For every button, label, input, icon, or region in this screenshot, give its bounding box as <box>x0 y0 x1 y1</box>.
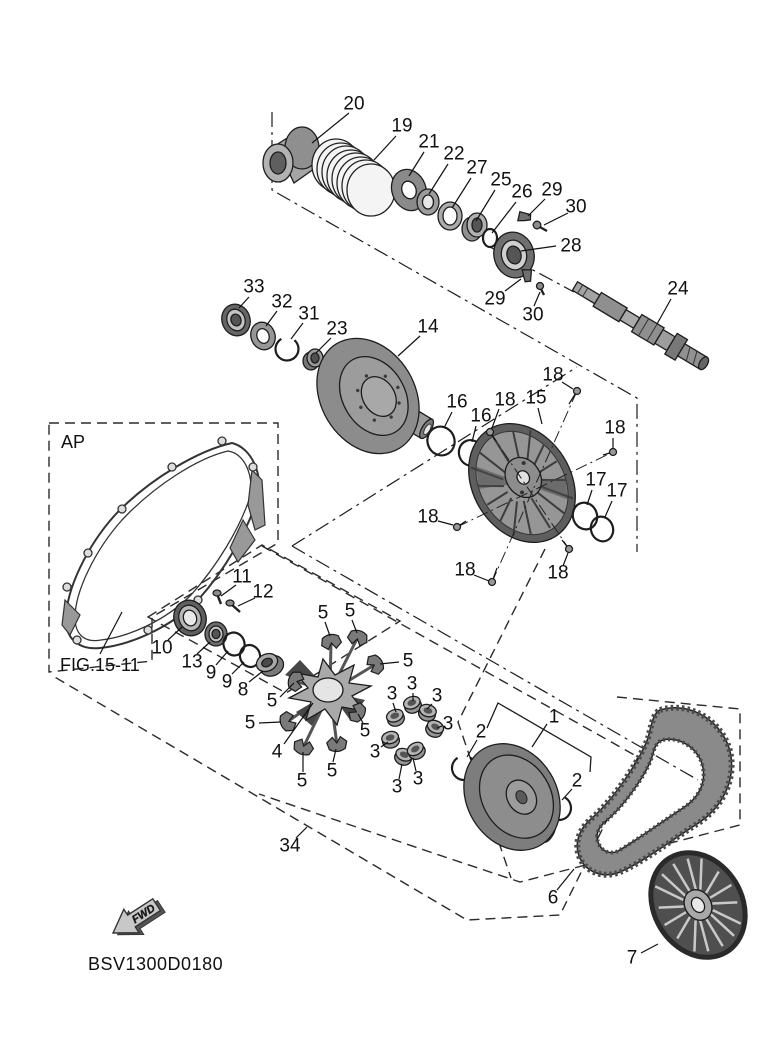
fwd-arrow <box>105 891 169 948</box>
callout-29-leader <box>505 279 521 291</box>
v-belt-6 <box>577 708 731 875</box>
callout-18-leader <box>562 382 573 389</box>
shaft-24 <box>569 276 713 376</box>
callout-33-leader <box>239 297 249 308</box>
sliding-sheave-parts <box>217 300 616 585</box>
screw-30-upper <box>533 221 547 231</box>
callout-29: 29 <box>484 288 506 310</box>
callout-7-leader <box>641 944 658 953</box>
callout-18-leader <box>474 575 489 581</box>
callout-5-leader <box>259 722 281 723</box>
callout-18: 18 <box>547 562 569 584</box>
callout-32: 32 <box>271 291 293 313</box>
callout-27: 27 <box>466 157 488 179</box>
callout-layer <box>151 94 689 969</box>
callout-3: 3 <box>406 673 418 695</box>
callout-9-leader <box>216 651 228 665</box>
callout-3: 3 <box>386 683 398 705</box>
callout-9: 9 <box>221 671 233 693</box>
callout-6-leader <box>557 869 574 890</box>
primary-sliding-sheave-14 <box>296 320 439 473</box>
clutch-group <box>442 703 764 975</box>
callout-19: 19 <box>391 115 413 137</box>
bolt-12 <box>226 600 240 612</box>
callout-5: 5 <box>344 600 356 622</box>
callout-2: 2 <box>571 770 583 792</box>
callout-28: 28 <box>560 235 582 257</box>
callout-26-leader <box>492 202 516 233</box>
callout-16: 16 <box>446 391 468 413</box>
callout-5: 5 <box>296 770 308 792</box>
callout-23: 23 <box>326 318 348 340</box>
ap-label: AP <box>61 432 86 452</box>
callout-17-leader <box>605 501 612 517</box>
callout-31: 31 <box>298 303 320 325</box>
callout-33: 33 <box>243 276 265 298</box>
callout-17-leader <box>587 490 592 505</box>
callout-6: 6 <box>547 887 559 909</box>
callout-1: 1 <box>548 706 560 728</box>
callout-12: 12 <box>252 581 274 603</box>
callout-15: 15 <box>525 387 547 409</box>
seal-32 <box>247 319 279 354</box>
callout-30-leader <box>544 213 568 225</box>
spider-bore <box>313 678 343 702</box>
callout-5-leader <box>325 622 330 636</box>
callout-3: 3 <box>369 741 381 763</box>
callout-31-leader <box>291 323 303 339</box>
callout-5: 5 <box>244 712 256 734</box>
callout-22-leader <box>429 164 448 194</box>
race-27 <box>438 202 462 230</box>
fan-15 <box>447 404 597 563</box>
callout-17: 17 <box>585 469 607 491</box>
figure-code: BSV1300D0180 <box>88 954 224 974</box>
callout-10: 10 <box>151 637 173 659</box>
callout-5: 5 <box>359 720 371 742</box>
crankcase-cover-gasket <box>62 437 265 648</box>
callout-18: 18 <box>454 559 476 581</box>
callout-17: 17 <box>606 480 628 502</box>
spider-assembly <box>277 628 445 767</box>
callout-14-leader <box>398 336 420 356</box>
bearing-33 <box>217 300 254 340</box>
callout-30: 30 <box>565 196 587 218</box>
callout-18: 18 <box>494 389 516 411</box>
primary-fixed-sheave-1 <box>445 726 580 868</box>
callout-16: 16 <box>470 405 492 427</box>
callout-5: 5 <box>402 650 414 672</box>
bushing-8 <box>253 649 286 681</box>
callout-24-leader <box>657 299 671 324</box>
callout-3: 3 <box>391 776 403 798</box>
callout-29: 29 <box>541 179 563 201</box>
callout-16-leader <box>444 412 452 428</box>
callout-20-leader <box>312 113 349 143</box>
callout-18: 18 <box>604 417 626 439</box>
callout-4: 4 <box>271 741 283 763</box>
callout-8: 8 <box>237 679 249 701</box>
callout-19-leader <box>374 136 396 160</box>
callout-24: 24 <box>667 278 689 300</box>
fwd-label: FWD <box>129 902 158 927</box>
clip-29-upper <box>516 210 532 225</box>
callout-3: 3 <box>412 768 424 790</box>
callout-5: 5 <box>266 690 278 712</box>
figure-ref-leader <box>100 612 122 654</box>
callout-18: 18 <box>542 364 564 386</box>
callout-27-leader <box>452 178 471 208</box>
callout-22: 22 <box>443 143 465 165</box>
nut-22 <box>417 189 439 215</box>
callout-8-leader <box>249 671 263 682</box>
callout-5: 5 <box>317 602 329 624</box>
callout-9: 9 <box>205 662 217 684</box>
secondary-fixed-sheave-7 <box>632 835 764 975</box>
callout-5: 5 <box>326 760 338 782</box>
callout-13: 13 <box>181 651 203 673</box>
callout-26: 26 <box>511 181 533 203</box>
callout-2: 2 <box>475 721 487 743</box>
callout-30: 30 <box>522 304 544 326</box>
callout-3: 3 <box>442 713 454 735</box>
callout-18: 18 <box>417 506 439 528</box>
callout-14: 14 <box>417 316 439 338</box>
screw-30-lower <box>537 283 545 296</box>
callout-15-leader <box>538 408 542 424</box>
ring-17b <box>587 513 616 544</box>
collar-20 <box>263 127 319 183</box>
callout-25-leader <box>476 190 495 221</box>
callout-3: 3 <box>431 685 443 707</box>
bolt-11 <box>213 590 221 604</box>
callout-32-leader <box>266 311 277 326</box>
callout-20: 20 <box>343 93 365 115</box>
callout-18-leader <box>438 521 453 525</box>
callout-21: 21 <box>418 131 440 153</box>
callout-7: 7 <box>626 947 638 969</box>
callout-25: 25 <box>490 169 512 191</box>
callout-34: 34 <box>279 835 301 857</box>
callout-11: 11 <box>232 566 252 588</box>
figure-ref: FIG.15-11 <box>60 655 140 675</box>
